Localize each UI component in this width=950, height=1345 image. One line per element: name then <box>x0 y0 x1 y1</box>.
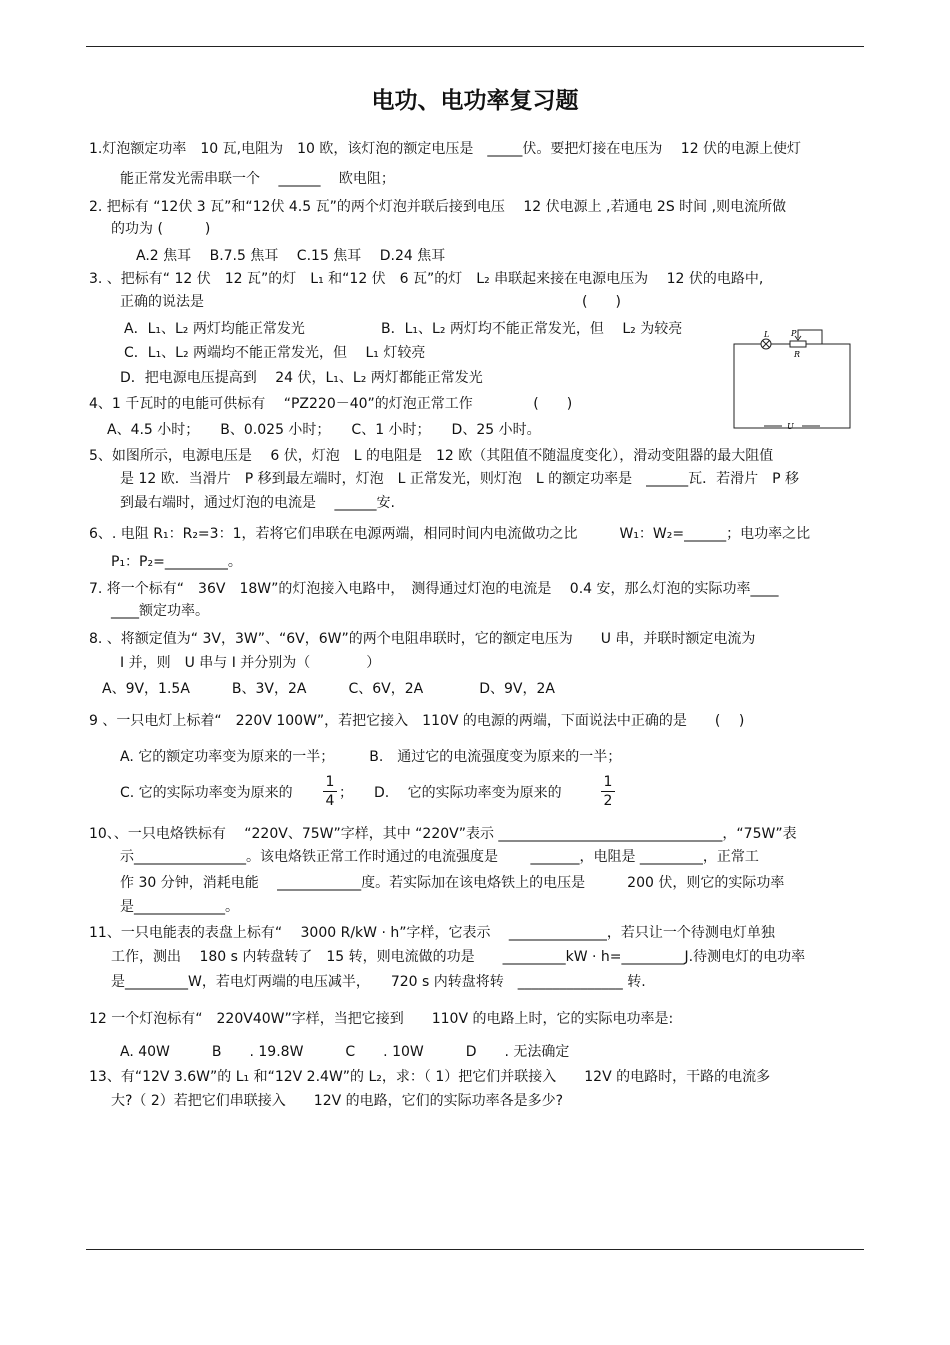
fraction-denominator: 4 <box>325 793 335 809</box>
q2-options: A.2 焦耳 B.7.5 焦耳 C.15 焦耳 D.24 焦耳 <box>136 248 446 264</box>
fraction-numerator: 1 <box>603 774 613 790</box>
circuit-diagram <box>728 326 856 436</box>
q13-line2: 大?（ 2）若把它们串联接入 12V 的电路，它们的实际功率各是多少? <box>111 1093 564 1109</box>
q12-options: A. 40W B . 19.8W C . 10W D . 无法确定 <box>120 1044 570 1060</box>
q4-line1: 4、1 千瓦时的电能可供标有 “PZ220－40”的灯泡正常工作 ( ) <box>89 396 573 412</box>
q6-line2: P₁：P₂=_________。 <box>111 554 242 570</box>
fraction-denominator: 2 <box>603 793 613 809</box>
q10-line1: 10、、一只电烙铁标有 “220V、75W”字样，其中 “220V”表示 ________________________________，“75W”表 <box>89 826 797 842</box>
page-title: 电功、电功率复习题 <box>371 88 579 114</box>
q2-line2: 的功为 ( ) <box>111 221 211 237</box>
slider-label: P <box>791 329 797 338</box>
lamp-label: L <box>764 330 770 339</box>
q5-line3: 到最右端时，通过灯泡的电流是 ______安. <box>120 495 395 511</box>
q11-line1: 11、一只电能表的表盘上标有“ 3000 R/kW · h”字样，它表示 ______________，若只让一个待测电灯单独 <box>89 925 775 941</box>
q1-line1: 1.灯泡额定功率 10 瓦,电阻为 10 欧，该灯泡的额定电压是 _____伏。要把灯接在电压为 12 伏的电源上使灯 <box>89 141 802 157</box>
q3-option-a: A．L₁、L₂ 两灯均能正常发光 <box>124 321 305 337</box>
q6-line1: 6、. 电阻 R₁：R₂=3：1，若将它们串联在电源两端，相同时间内电流做功之比 W₁：W₂=______；电功率之比 <box>89 526 811 542</box>
q4-options: A、4.5 小时； B、0.025 小时； C、1 小时； D、25 小时。 <box>107 422 541 438</box>
q9-option-c: C. 它的实际功率变为原来的 <box>120 785 293 801</box>
q3-line1: 3. 、把标有“ 12 伏 12 瓦”的灯 L₁ 和“12 伏 6 瓦”的灯 L₂ 串联起来接在电源电压为 12 伏的电路中, <box>89 271 764 287</box>
q1-line2: 能正常发光需串联一个 ______ 欧电阻； <box>120 171 395 187</box>
q12-line1: 12 一个灯泡标有“ 220V40W”字样，当把它接到 110V 的电路上时，它的实际电功率是: <box>89 1011 674 1027</box>
fraction-one-half <box>601 774 615 809</box>
q10-line2: 示________________。该电烙铁正常工作时通过的电流强度是 _______，电阻是 _________，正常工 <box>120 849 759 865</box>
q11-line3: 是_________W，若电灯两端的电压减半， 720 s 内转盘将转 _______________ 转. <box>111 974 646 990</box>
q9-options-ab: A. 它的额定功率变为原来的一半； B. 通过它的电流强度变为原来的一半； <box>120 749 622 765</box>
voltage-label: U <box>787 422 794 431</box>
q2-line1: 2. 把标有 “12伏 3 瓦”和“12伏 4.5 瓦”的两个灯泡并联后接到电压 12 伏电源上 ,若通电 2S 时间 ,则电流所做 <box>89 199 787 215</box>
q3-option-c: C．L₁、L₂ 两端均不能正常发光，但 L₁ 灯较亮 <box>124 345 426 361</box>
resistor-label: R <box>794 350 801 359</box>
q8-line1: 8. 、将额定值为“ 3V，3W”、“6V，6W”的两个电阻串联时，它的额定电压为 U 串，并联时额定电流为 <box>89 631 756 647</box>
q9-option-d: ； D. 它的实际功率变为原来的 <box>339 785 562 801</box>
q7-line2: ____额定功率。 <box>111 603 209 619</box>
q10-line4: 是_____________。 <box>120 899 239 915</box>
fraction-one-quarter <box>323 774 337 809</box>
q3-bracket: ( ) <box>582 294 621 310</box>
q13-line1: 13、有“12V 3.6W”的 L₁ 和“12V 2.4W”的 L₂，求：（ 1）把它们并联接入 12V 的电路时，干路的电流多 <box>89 1069 771 1085</box>
q3-line2: 正确的说法是 <box>120 294 204 310</box>
fraction-numerator: 1 <box>325 774 335 790</box>
q5-line1: 5、如图所示，电源电压是 6 伏，灯泡 L 的电阻是 12 欧（其阻值不随温度变化），滑动变阻器的最大阻值 <box>89 448 774 464</box>
q9-line1: 9 、一只电灯上标着“ 220V 100W”，若把它接入 110V 的电源的两端，下面说法中正确的是 ( ) <box>89 713 745 729</box>
q8-line2: I 并，则 U 串与 I 并分别为（ ） <box>120 655 381 671</box>
q3-option-b: B．L₁、L₂ 两灯均不能正常发光，但 L₂ 为较亮 <box>381 321 683 337</box>
q8-options: A、9V，1.5A B、3V，2A C、6V，2A D、9V，2A <box>102 681 555 697</box>
q5-line2: 是 12 欧．当滑片 P 移到最左端时，灯泡 L 正常发光，则灯泡 L 的额定功率是 ______瓦．若滑片 P 移 <box>120 471 799 487</box>
q7-line1: 7. 将一个标有“ 36V 18W”的灯泡接入电路中， 测得通过灯泡的电流是 0.4 安，那么灯泡的实际功率____ <box>89 581 779 597</box>
q10-line3: 作 30 分钟，消耗电能 ____________度。若实际加在该电烙铁上的电压是 200 伏，则它的实际功率 <box>120 875 785 891</box>
rheostat-icon <box>790 341 806 347</box>
top-rule <box>86 46 864 47</box>
q11-line2: 工作，测出 180 s 内转盘转了 15 转，则电流做的功是 _________kW · h=_________J.待测电灯的电功率 <box>111 949 806 965</box>
bottom-rule <box>86 1249 864 1250</box>
q3-option-d: D．把电源电压提高到 24 伏，L₁、L₂ 两灯都能正常发光 <box>120 370 483 386</box>
